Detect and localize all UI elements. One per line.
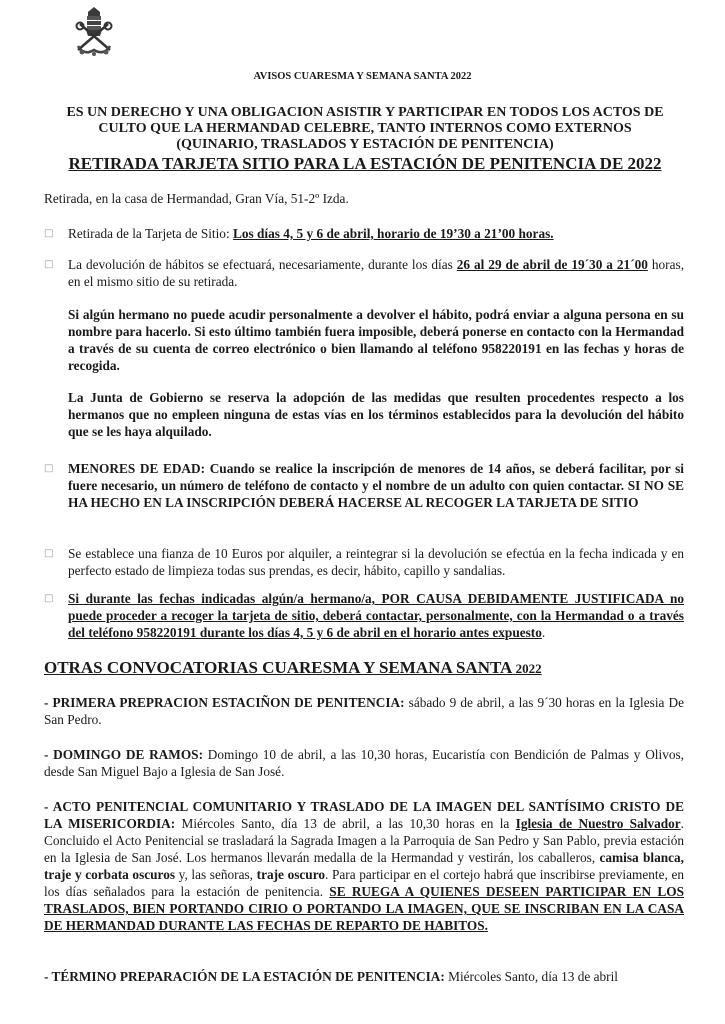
checkbox-bullet-icon: □ — [44, 548, 54, 559]
paragraph-junta-gobierno: La Junta de Gobierno se reserva la adopción de las medidas que resulten procedentes respecto a los hermanos que no empleen ninguna de estas vías en los términos establecidos para la devolución del hábito que se les haya alquilado. — [68, 390, 684, 439]
event-acto-penitencial — [44, 798, 684, 934]
fianza-text: Se establece una fianza de 10 Euros por alquiler, a reintegrar si la devolución se efectúa en la fecha indicada y en perfecto estado de limpieza todas sus prendas, es decir, hábito, capillo y sandalias. — [68, 546, 684, 578]
retirada-label: Retirada de la Tarjeta de Sitio: — [68, 226, 233, 241]
devolucion-text-after: horas, en el mismo sitio de su retirada. — [68, 257, 685, 289]
convocatorias-title-text: OTRAS CONVOCATORIAS CUARESMA Y SEMANA SANTA — [44, 658, 516, 677]
event-heading: - DOMINGO DE RAMOS: — [44, 747, 203, 762]
intro-line-1: ES UN DERECHO Y UNA OBLIGACION ASISTIR Y PARTICIPAR EN TODOS LOS ACTOS DE — [66, 105, 664, 120]
checkbox-bullet-icon: □ — [44, 259, 54, 270]
list-item-devolucion — [44, 256, 684, 290]
event-heading: - TÉRMINO PREPARACIÓN DE LA ESTACIÓN DE PENITENCIA: — [44, 969, 445, 984]
section-title-convocatorias — [44, 658, 542, 679]
list-item-retirada — [44, 225, 684, 242]
section-title-retirada: RETIRADA TARJETA SITIO PARA LA ESTACIÓN DE PENITENCIA DE 2022 — [68, 154, 662, 173]
paragraph-envio-habito: Si algún hermano no puede acudir personalmente a devolver el hábito, podrá enviar a alguna persona en su nombre para hacerlo. Si esto último también fuera imposible, deberá ponerse en contacto con la Hermandad a través de su cuenta de correo electrónico o bien llamando al teléfono 958220191 en las fechas y horas de recogida. — [68, 307, 684, 373]
event-details: Miércoles Santo, día 13 de abril — [444, 969, 618, 984]
event-details: Domingo 10 de abril, a las 10,30 horas, Eucaristía con Bendición de Palmas y Olivos, desde San Miguel Bajo a Iglesia de San José. — [44, 747, 684, 779]
devolucion-text-before: La devolución de hábitos se efectuará, necesariamente, durante los días — [68, 257, 457, 272]
event-details-1: Miércoles Santo, día 13 de abril, a las 10,30 horas en la — [175, 816, 516, 831]
event-domingo-ramos — [44, 746, 684, 780]
checkbox-bullet-icon: □ — [44, 463, 54, 474]
event-heading: - ACTO PENITENCIAL COMUNITARIO Y TRASLADO DE LA IMAGEN DEL SANTÍSIMO CRISTO DE LA MISERICORDIA: — [44, 799, 684, 831]
checkbox-bullet-icon: □ — [44, 228, 54, 239]
list-item-menores — [44, 460, 684, 511]
brotherhood-crest-icon — [74, 6, 114, 58]
list-item-fianza — [44, 545, 684, 579]
convocatorias-title-year: 2022 — [515, 661, 542, 676]
dress-code-men: camisa blanca, traje y corbata oscuros — [44, 850, 684, 882]
intro-line-3: (QUINARIO, TRASLADOS Y ESTACIÓN DE PENITENCIA) — [176, 137, 554, 152]
event-details: sábado 9 de abril, a las 9´30 horas en la Iglesia De San Pedro. — [44, 695, 684, 727]
causa-justificada-end: . — [541, 625, 546, 640]
event-primera-preparacion — [44, 694, 684, 728]
event-details-2: . Concluido el Acto Penitencial se trasladará la Sagrada Imagen a la Parroquia de San Pedro y San Pablo, previa estación en la Iglesia de San José. Los hermanos llevarán medalla de la Hermandad y vestirán, los caballeros, — [44, 816, 684, 865]
checkbox-bullet-icon: □ — [44, 593, 54, 604]
causa-justificada-text: Si durante las fechas indicadas algún/a hermano/a, POR CAUSA DEBIDAMENTE JUSTIFICADA no puede proceder a recoger la tarjeta de sitio, deberá contactar, personalmente, con la Hermandad o a través del teléfono 958220191 durante los días 4, 5 y 6 de abril en el horario antes expuesto — [68, 591, 684, 640]
event-details-4: . Para participar en el cortejo habrá que inscribirse previamente, en los días señalados para la estación de penitencia. — [44, 867, 684, 899]
pickup-location: Retirada, en la casa de Hermandad, Gran Vía, 51-2º Izda. — [44, 191, 349, 206]
list-item-causa-justificada — [44, 590, 684, 641]
event-details-3: y, las señoras, — [175, 867, 257, 882]
event-termino-preparacion — [44, 968, 684, 985]
event-heading: - PRIMERA PREPRACION ESTACIÑON DE PENITENCIA: — [44, 695, 405, 710]
dress-code-women: traje oscuro — [256, 867, 326, 882]
retirada-dates: Los días 4, 5 y 6 de abril, horario de 19’30 a 21’00 horas. — [232, 226, 554, 241]
intro-statement — [30, 105, 700, 153]
intro-line-2: CULTO QUE LA HERMANDAD CELEBRE, TANTO INTERNOS COMO EXTERNOS — [98, 121, 632, 136]
traslados-notice: SE RUEGA A QUIENES DESEEN PARTICIPAR EN LOS TRASLADOS, BIEN PORTANDO CIRIO O PORTANDO LA IMAGEN, QUE SE INSCRIBAN EN LA CASA DE HERMANDAD DURANTE LAS FECHAS DE REPARTO DE HABITOS. — [44, 884, 684, 933]
devolucion-dates: 26 al 29 de abril de 19´30 a 21´00 — [456, 257, 648, 272]
menores-text: MENORES DE EDAD: Cuando se realice la inscripción de menores de 14 años, se deberá facilitar, por si fuere necesario, un número de teléfono de contacto y el nombre de un adulto con quien contactar. SI NO SE HA HECHO EN LA INSCRIPCIÓN DEBERÁ HACERSE AL RECOGER LA TARJETA DE SITIO — [68, 461, 684, 510]
event-place: Iglesia de Nuestro Salvador — [515, 816, 681, 831]
document-title: AVISOS CUARESMA Y SEMANA SANTA 2022 — [253, 71, 472, 82]
